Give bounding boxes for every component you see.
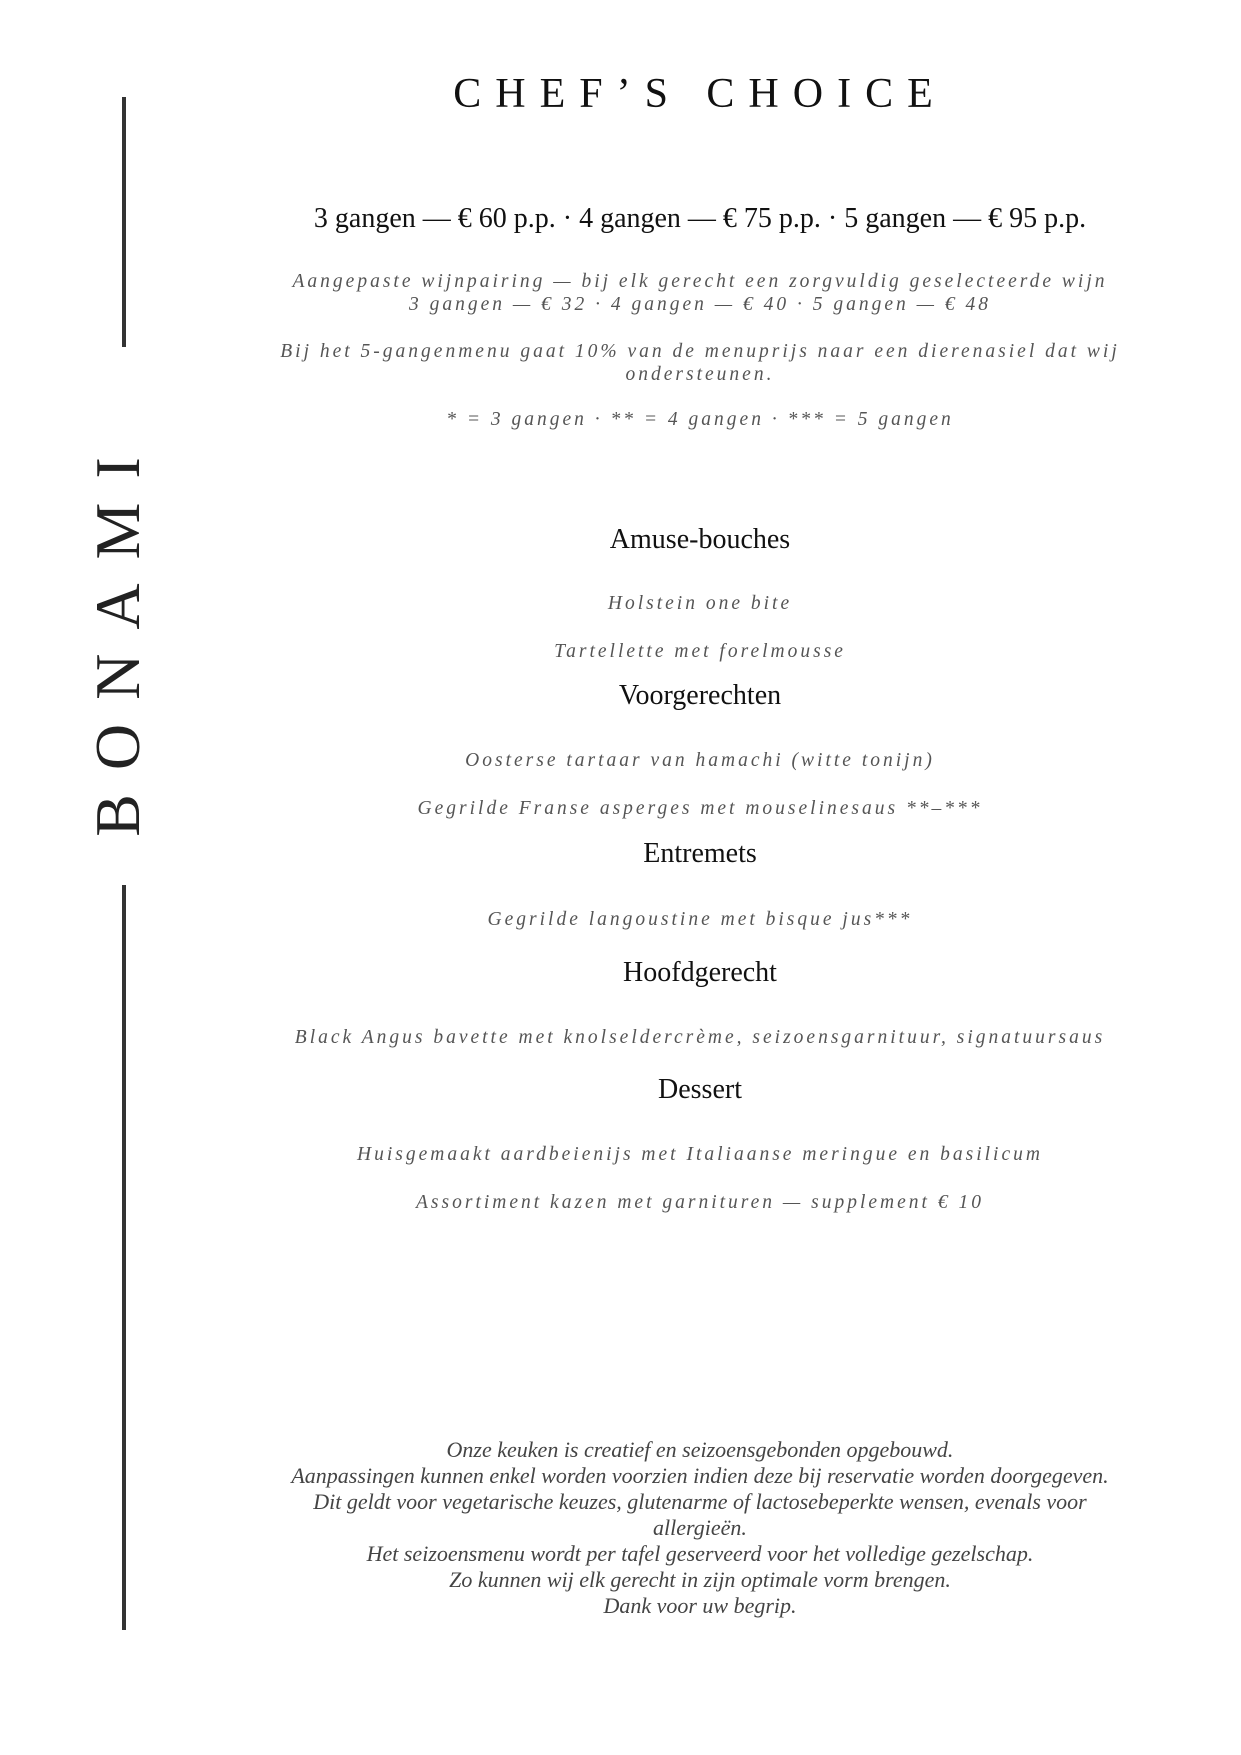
course-legend: * = 3 gangen · ** = 4 gangen · *** = 5 gangen <box>446 409 954 430</box>
footer-line: Zo kunnen wij elk gerecht in zijn optimale vorm brengen. <box>449 1567 951 1592</box>
footer-line: Het seizoensmenu wordt per tafel geserveerd voor het volledige gezelschap. <box>366 1541 1034 1566</box>
divider-line-top <box>122 97 126 347</box>
menu-item: Huisgemaakt aardbeienijs met Italiaanse meringue en basilicum <box>357 1144 1043 1165</box>
section-heading: Hoofdgerecht <box>623 957 777 988</box>
footer-line: Aanpassingen kunnen enkel worden voorzien indien deze bij reservatie worden doorgegeven. <box>291 1463 1109 1488</box>
menu-item: Gegrilde Franse asperges met mouselinesaus **–*** <box>417 798 983 819</box>
section-heading: Entremets <box>643 838 757 869</box>
menu-item: Tartellette met forelmousse <box>554 641 846 662</box>
footer-line: Dit geldt voor vegetarische keuzes, glutenarme of lactosebeperkte wensen, evenals voor allergieën. <box>313 1489 1087 1540</box>
menu-item: Holstein one bite <box>607 593 793 614</box>
footer-line: Dank voor uw begrip. <box>603 1593 797 1618</box>
footer-line: Onze keuken is creatief en seizoensgebonden opgebouwd. <box>446 1437 954 1462</box>
brand-logo: BONAMI <box>82 433 153 837</box>
page-title: CHEF’S CHOICE <box>453 71 947 117</box>
wine-pairing-line: Aangepaste wijnpairing — bij elk gerecht een zorgvuldig geselecteerde wijn <box>292 271 1108 292</box>
section-heading: Dessert <box>658 1074 742 1105</box>
menu-item: Gegrilde langoustine met bisque jus*** <box>487 909 913 930</box>
divider-line-bottom <box>122 885 126 1630</box>
menu-item: Black Angus bavette met knolseldercrème, seizoensgarnituur, signatuursaus <box>294 1027 1106 1048</box>
footer-note <box>230 1437 1170 1619</box>
section-heading: Voorgerechten <box>618 680 782 711</box>
menu-prices: 3 gangen — € 60 p.p. · 4 gangen — € 75 p.p. · 5 gangen — € 95 p.p. <box>313 203 1087 234</box>
section-heading: Amuse-bouches <box>609 524 791 555</box>
menu-item: Assortiment kazen met garnituren — supplement € 10 <box>416 1192 984 1213</box>
wine-pairing-prices: 3 gangen — € 32 · 4 gangen — € 40 · 5 gangen — € 48 <box>409 294 991 315</box>
menu-item: Oosterse tartaar van hamachi (witte tonijn) <box>465 750 935 771</box>
charity-note: Bij het 5-gangenmenu gaat 10% van de menuprijs naar een dierenasiel dat wij ondersteunen. <box>280 341 1120 385</box>
